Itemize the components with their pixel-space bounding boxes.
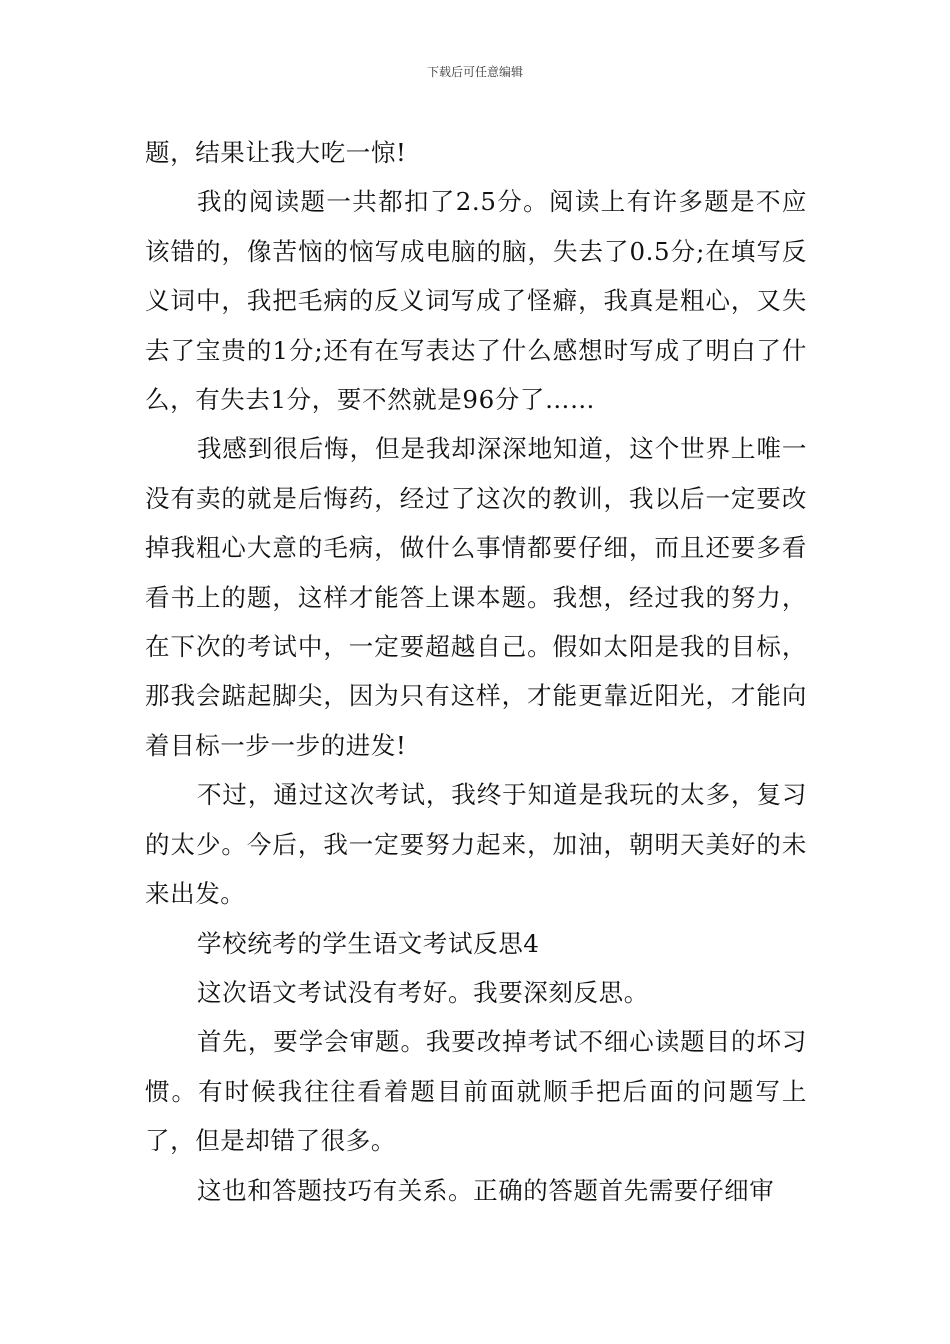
paragraph-regret: 我感到很后悔，但是我却深深地知道，这个世界上唯一没有卖的就是后悔药，经过了这次的教训，我以后一定要改掉我粗心大意的毛病，做什么事情都要仔细，而且还要多看看书上的题，这样才能答上课本题。我想，经过我的努力，在下次的考试中，一定要超越自己。假如太阳是我的目标，那我会踮起脚尖，因为只有这样，才能更靠近阳光，才能向着目标一步一步的进发! — [145, 434, 807, 760]
paragraph-continuation: 题，结果让我大吃一惊! — [145, 138, 407, 167]
paragraph-review-questions: 首先，要学会审题。我要改掉考试不细心读题目的坏习惯。有时候我往往看着题目前面就顺手把后面的问题写上了，但是却错了很多。 — [145, 1027, 807, 1156]
paragraph-conclusion: 不过，通过这次考试，我终于知道是我玩的太多，复习的太少。今后，我一定要努力起来，加油，朝明天美好的未来出发。 — [145, 780, 807, 909]
page-header: 下载后可任意编辑 — [426, 65, 523, 79]
section-heading: 学校统考的学生语文考试反思4 — [197, 928, 540, 958]
paragraph-technique: 这也和答题技巧有关系。正确的答题首先需要仔细审 — [197, 1175, 775, 1205]
paragraph-intro: 这次语文考试没有考好。我要深刻反思。 — [197, 977, 649, 1007]
paragraph-reading-score: 我的阅读题一共都扣了2.5分。阅读上有许多题是不应该错的，像苦恼的恼写成电脑的脑，失去了0.5分;在填写反义词中，我把毛病的反义词写成了怪癖，我真是粗心，又失去了宝贵的1分;还有在写表达了什么感想时写成了明白了什么，有失去1分，要不然就是96分了…… — [145, 187, 807, 415]
document-body — [145, 128, 807, 1215]
